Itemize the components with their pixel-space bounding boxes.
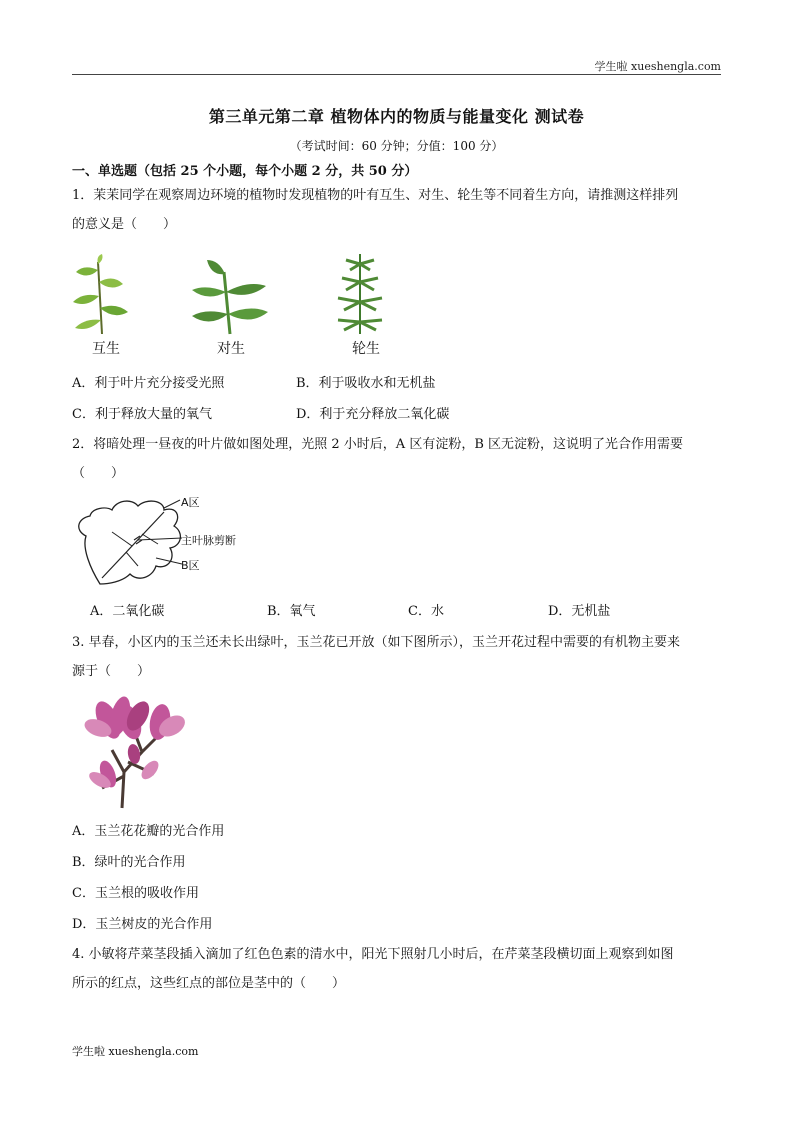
q2-label-cut: 主叶脉剪断 (181, 534, 236, 547)
alternate-leaves-image (73, 254, 128, 334)
q2-option-b[interactable]: B．氧气 (267, 604, 316, 619)
whorled-leaves-image (338, 254, 382, 334)
q4-stem-line1: 4. 小敏将芹菜茎段插入滴加了红色色素的清水中，阳光下照射几小时后，在芹菜茎段横切面上观察到如图 (72, 947, 674, 962)
q3-option-d[interactable]: D．玉兰树皮的光合作用 (72, 917, 213, 932)
q1-stem-line1: 1．茉茉同学在观察周边环境的植物时发现植物的叶有互生、对生、轮生等不同着生方向，请推测这样排列 (72, 188, 679, 203)
q3-stem-line2: 源于（ ） (72, 664, 151, 679)
q1-stem-line2: 的意义是（ ） (72, 217, 177, 232)
footer-brand: 学生啦 xueshengla.com (72, 1045, 199, 1058)
q2-stem-line2: （ ） (72, 466, 125, 481)
q1-caption-whorled: 轮生 (352, 341, 380, 357)
q2-stem-line1: 2．将暗处理一昼夜的叶片做如图处理，光照 2 小时后，A 区有淀粉，B 区无淀粉，这说明了光合作用需要 (72, 437, 684, 452)
opposite-leaves-image (192, 260, 268, 334)
q1-caption-alternate: 互生 (92, 341, 120, 357)
q1-option-b[interactable]: B．利于吸收水和无机盐 (296, 376, 436, 391)
q3-option-c[interactable]: C．玉兰根的吸收作用 (72, 886, 199, 901)
header-brand: 学生啦 xueshengla.com (594, 60, 721, 73)
q1-stem (72, 181, 724, 239)
q4-stem-line2: 所示的红点，这些红点的部位是茎中的（ ） (72, 976, 346, 991)
q3-option-a[interactable]: A．玉兰花花瓣的光合作用 (72, 824, 225, 839)
header-divider (72, 74, 721, 75)
q2-stem (72, 430, 724, 488)
q1-option-a[interactable]: A．利于叶片充分接受光照 (72, 376, 225, 391)
q2-leaf-diagram (72, 488, 272, 588)
q4-stem (72, 940, 724, 998)
q2-option-a[interactable]: A．二氧化碳 (90, 604, 165, 619)
page-title: 第三单元第二章 植物体内的物质与能量变化 测试卷 (208, 107, 585, 126)
q3-stem (72, 628, 724, 686)
q3-stem-line1: 3. 早春，小区内的玉兰还未长出绿叶，玉兰花已开放（如下图所示），玉兰开花过程中需要的有机物主要来 (72, 635, 681, 650)
section-heading: 一、单选题（包括 25 个小题，每个小题 2 分，共 50 分） (72, 164, 418, 179)
q2-option-c[interactable]: C．水 (408, 604, 444, 619)
q3-option-b[interactable]: B．绿叶的光合作用 (72, 855, 186, 870)
q2-option-d[interactable]: D．无机盐 (548, 604, 611, 619)
q1-caption-opposite: 对生 (217, 341, 245, 357)
exam-info: （考试时间：60 分钟；分值：100 分） (289, 139, 504, 153)
q1-option-c[interactable]: C．利于释放大量的氧气 (72, 407, 212, 422)
q3-magnolia-image (72, 692, 192, 810)
q2-label-b: B区 (181, 559, 200, 572)
q1-option-d[interactable]: D．利于充分释放二氧化碳 (296, 407, 450, 422)
q2-label-a: A区 (181, 496, 200, 509)
